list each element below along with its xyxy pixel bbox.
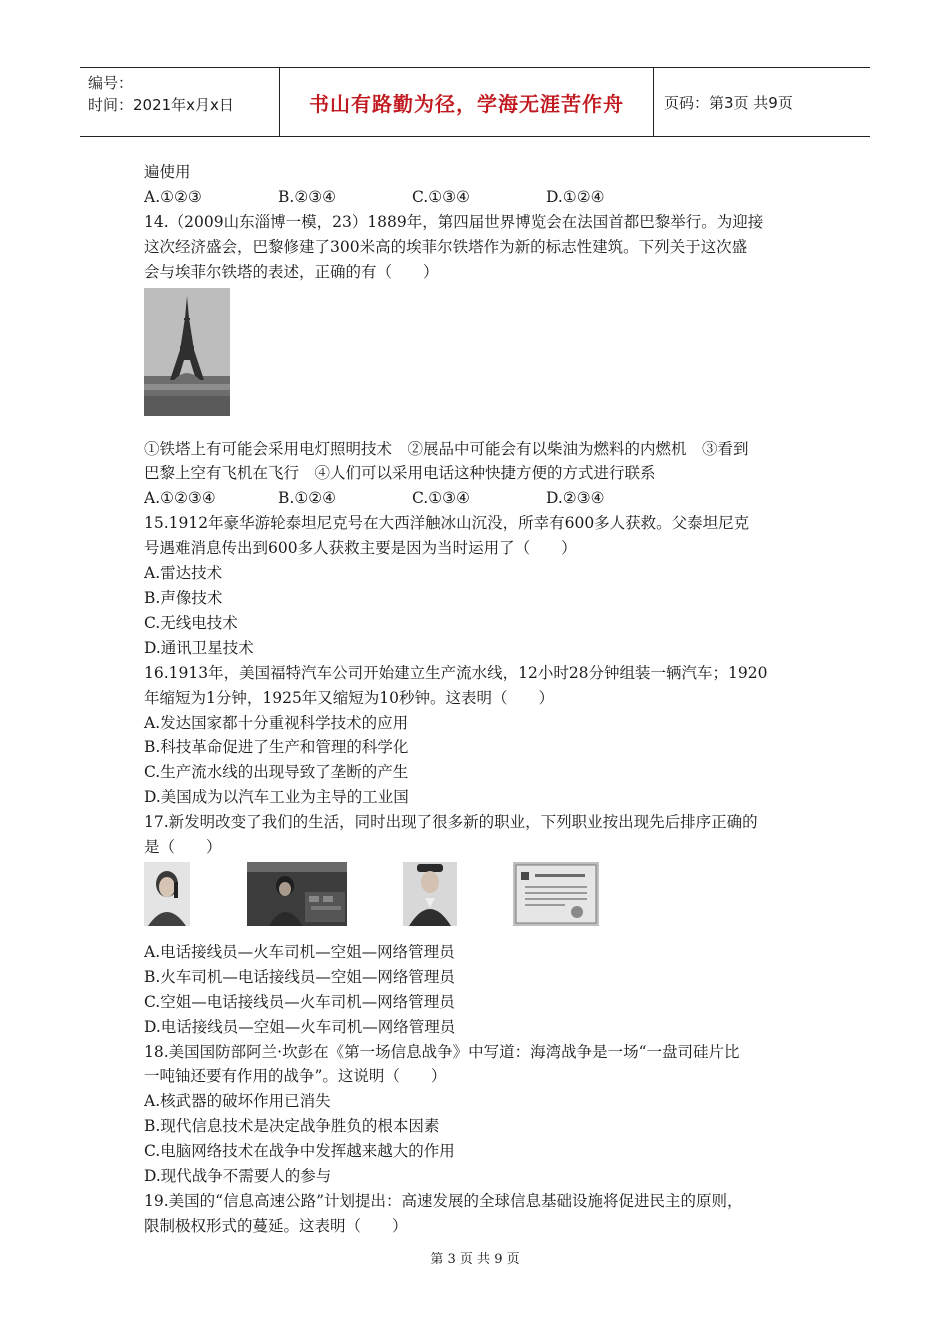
header-meta (80, 68, 280, 136)
question-16-line: 16.1913年，美国福特汽车公司开始建立生产流水线，12小时28分钟组装一辆汽车；1920 (144, 663, 768, 682)
telephone-operator-photo (144, 862, 190, 926)
option-d: D.美国成为以汽车工业为主导的工业国 (144, 788, 409, 807)
option-a: A.雷达技术 (144, 564, 223, 583)
option-a: A.发达国家都十分重视科学技术的应用 (144, 713, 409, 732)
option-d: D.通讯卫星技术 (144, 638, 254, 657)
question-16-line: 年缩短为1分钟，1925年又缩短为10秒钟。这表明（ ） (144, 688, 555, 707)
option-b: B.声像技术 (144, 588, 223, 607)
option-c: C.空姐—电话接线员—火车司机—网络管理员 (144, 992, 455, 1011)
option-a: A.①②③④ (144, 489, 216, 508)
number-label: 编号： (88, 74, 134, 92)
time-label: 时间：2021年x月x日 (88, 96, 234, 114)
header-page-cell (654, 68, 870, 136)
question-body (144, 160, 809, 1239)
question-19-line: 限制极权形式的蔓延。这表明（ ） (144, 1216, 408, 1235)
text-line: 遍使用 (144, 163, 191, 181)
options-row (144, 185, 809, 210)
question-17-line: 17.新发明改变了我们的生活，同时出现了很多新的职业，下列职业按出现先后排序正确的 (144, 813, 758, 832)
eiffel-tower-photo (144, 288, 230, 416)
question-14-line: 这次经济盛会，巴黎修建了300米高的埃菲尔铁塔作为新的标志性建筑。下列关于这次盛 (144, 237, 748, 256)
option-d: D.②③④ (546, 489, 605, 508)
page-label: 页码：第3页 共9页 (664, 93, 793, 112)
page-footer: 第 3 页 共 9 页 (430, 1252, 520, 1267)
question-14-line: 巴黎上空有飞机在飞行 ④人们可以采用电话这种快捷方便的方式进行联系 (144, 464, 656, 483)
flight-attendant-icon (403, 862, 457, 926)
option-b: B.火车司机—电话接线员—空姐—网络管理员 (144, 967, 455, 986)
network-administrator-certificate-photo (513, 862, 599, 926)
question-19-line: 19.美国的“信息高速公路”计划提出：高速发展的全球信息基础设施将促进民主的原则， (144, 1192, 743, 1210)
telephone-operator-icon (144, 862, 190, 926)
occupation-photos (144, 862, 809, 928)
motto: 书山有路勤为径，学海无涯苦作舟 (309, 91, 624, 116)
header-motto-cell (280, 68, 654, 136)
train-driver-icon (247, 862, 347, 926)
option-d: D.①②④ (546, 187, 605, 206)
question-18-line: 一吨铀还要有作用的战争”。这说明（ ） (144, 1067, 447, 1086)
question-14-line: 14.（2009山东淄博一模，23）1889年，第四届世界博览会在法国首都巴黎举行。为迎接 (144, 212, 764, 231)
eiffel-tower-icon (144, 288, 230, 416)
option-c: C.生产流水线的出现导致了垄断的产生 (144, 763, 409, 782)
question-14-line: ①铁塔上有可能会采用电灯照明技术 ②展品中可能会有以柴油为燃料的内燃机 ③看到 (144, 439, 749, 458)
option-c: C.电脑网络技术在战争中发挥越来越大的作用 (144, 1142, 455, 1161)
question-15-line: 15.1912年豪华游轮泰坦尼克号在大西洋触冰山沉没，所幸有600多人获救。父泰坦尼克 (144, 514, 750, 533)
page-header (80, 67, 870, 137)
option-a: A.电话接线员—火车司机—空姐—网络管理员 (144, 942, 455, 961)
question-17-line: 是（ ） (144, 838, 222, 857)
train-driver-photo (247, 862, 347, 926)
flight-attendant-photo (403, 862, 457, 926)
question-15-line: 号遇难消息传出到600多人获救主要是因为当时运用了（ ） (144, 539, 577, 558)
option-a: A.核武器的破坏作用已消失 (144, 1092, 331, 1111)
option-b: B.现代信息技术是决定战争胜负的根本因素 (144, 1117, 440, 1136)
option-a: A.①②③ (144, 187, 202, 206)
option-c: C.无线电技术 (144, 613, 238, 632)
option-c: C.①③④ (412, 489, 470, 508)
options-row (144, 486, 809, 511)
option-c: C.①③④ (412, 187, 470, 206)
question-18-line: 18.美国国防部阿兰·坎彭在《第一场信息战争》中写道：海湾战争是一场“一盘司硅片比 (144, 1042, 740, 1061)
option-d: D.电话接线员—空姐—火车司机—网络管理员 (144, 1017, 456, 1036)
option-b: B.②③④ (278, 187, 337, 206)
question-14-line: 会与埃菲尔铁塔的表述，正确的有（ ） (144, 262, 439, 281)
certificate-icon (513, 862, 599, 926)
option-d: D.现代战争不需要人的参与 (144, 1167, 332, 1186)
option-b: B.科技革命促进了生产和管理的科学化 (144, 738, 409, 757)
option-b: B.①②④ (278, 489, 337, 508)
